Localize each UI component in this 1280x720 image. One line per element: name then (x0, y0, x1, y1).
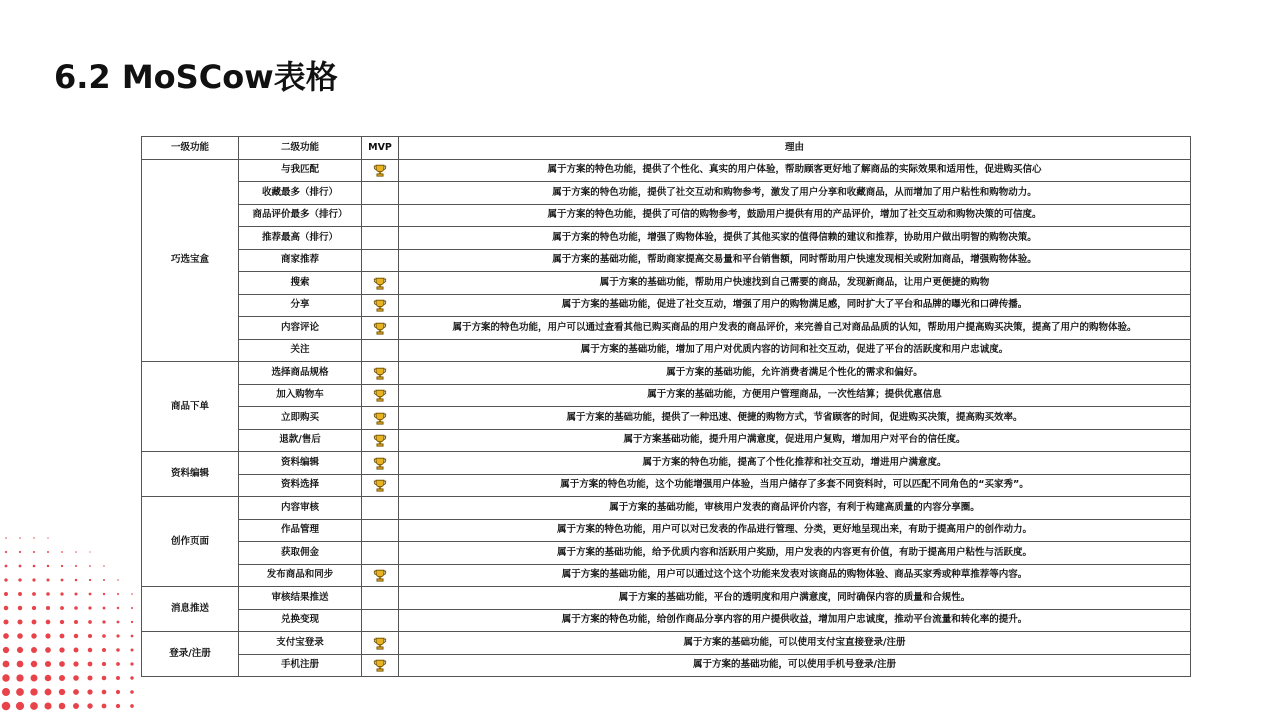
mvp-cell (362, 317, 399, 340)
decorative-dot (61, 551, 63, 553)
decorative-dot (45, 647, 51, 653)
feature-cell: 手机注册 (239, 654, 362, 677)
decorative-dot (47, 551, 49, 553)
reason-cell: 属于方案的基础功能，增加了用户对优质内容的访问和社交互动，促进了平台的活跃度和用户忠诚度。 (399, 339, 1191, 362)
table-row (142, 542, 1191, 565)
table-header-row (142, 137, 1191, 160)
decorative-dot (47, 565, 49, 567)
page-title: 6.2 MoSCow表格 (54, 58, 338, 96)
mvp-cell (362, 519, 399, 542)
decorative-dot (89, 565, 91, 567)
decorative-dot (102, 634, 106, 638)
decorative-dot (103, 593, 105, 595)
decorative-dot (33, 565, 36, 568)
decorative-dot (31, 633, 36, 638)
reason-cell: 属于方案的基础功能，可以使用支付宝直接登录/注册 (399, 632, 1191, 655)
mvp-cell (362, 452, 399, 475)
decorative-dot (131, 607, 133, 609)
feature-cell: 选择商品规格 (239, 362, 362, 385)
decorative-dot (44, 702, 51, 709)
trophy-icon (373, 636, 387, 650)
mvp-cell (362, 384, 399, 407)
mvp-cell (362, 339, 399, 362)
decorative-dot (73, 675, 79, 681)
mvp-cell (362, 564, 399, 587)
decorative-dot (60, 620, 64, 624)
decorative-dot (116, 662, 120, 666)
decorative-dot (102, 620, 105, 623)
table-row (142, 317, 1191, 340)
decorative-dot (59, 703, 66, 710)
table-row (142, 204, 1191, 227)
decorative-dot (73, 703, 79, 709)
decorative-dot (130, 704, 134, 708)
feature-cell: 内容审核 (239, 497, 362, 520)
decorative-dot (73, 689, 79, 695)
mvp-cell (362, 587, 399, 610)
decorative-dot (117, 621, 120, 624)
decorative-dot (30, 702, 38, 710)
decorative-dot (89, 551, 90, 552)
header-reason: 理由 (399, 137, 1191, 160)
reason-cell: 属于方案的特色功能，提供了个性化、真实的用户体验，帮助顾客更好地了解商品的实际效果和适用性，促进购买信心 (399, 159, 1191, 182)
decorative-dot (73, 661, 78, 666)
decorative-dot (45, 661, 51, 667)
decorative-dot (46, 592, 50, 596)
decorative-dot (5, 565, 8, 568)
decorative-dot (59, 661, 65, 667)
decorative-dot (45, 689, 52, 696)
reason-cell: 属于方案的基础功能，用户可以通过这个这个功能来发表对该商品的购物体验、商品买家秀或种草推荐等内容。 (399, 564, 1191, 587)
decorative-dot (32, 606, 36, 610)
decorative-dot (33, 551, 35, 553)
decorative-dot (3, 661, 10, 668)
group-name-cell: 资料编辑 (142, 452, 239, 497)
reason-cell: 属于方案的基础功能，审核用户发表的商品评价内容，有利于构建高质量的内容分享圈。 (399, 497, 1191, 520)
reason-cell: 属于方案的基础功能，促进了社交互动，增强了用户的购物满足感，同时扩大了平台和品牌的曝光和口碑传播。 (399, 294, 1191, 317)
feature-cell: 兑换变现 (239, 609, 362, 632)
decorative-dot (74, 606, 78, 610)
decorative-dot (17, 633, 23, 639)
feature-cell: 与我匹配 (239, 159, 362, 182)
table-row (142, 632, 1191, 655)
reason-cell: 属于方案的基础功能，可以使用手机号登录/注册 (399, 654, 1191, 677)
decorative-dot (31, 661, 37, 667)
decorative-dot (3, 647, 9, 653)
reason-cell: 属于方案的基础功能，给予优质内容和活跃用户奖励，用户发表的内容更有价值，有助于提高用户粘性与活跃度。 (399, 542, 1191, 565)
decorative-dot (117, 579, 119, 581)
reason-cell: 属于方案的特色功能，用户可以对已发表的作品进行管理、分类，更好地呈现出来，有助于提高用户的创作动力。 (399, 519, 1191, 542)
decorative-dot (45, 675, 52, 682)
decorative-dot (31, 647, 37, 653)
decorative-dot (103, 579, 105, 581)
moscow-table (141, 136, 1191, 677)
feature-cell: 退款/售后 (239, 429, 362, 452)
decorative-dot (116, 690, 120, 694)
reason-cell: 属于方案基础功能，提升用户满意度，促进用户复购，增加用户对平台的信任度。 (399, 429, 1191, 452)
table-row (142, 497, 1191, 520)
decorative-dot (88, 634, 92, 638)
feature-cell: 立即购买 (239, 407, 362, 430)
decorative-dot (116, 648, 119, 651)
feature-cell: 分享 (239, 294, 362, 317)
decorative-dot (16, 702, 24, 710)
reason-cell: 属于方案的特色功能，提供了可信的购物参考，鼓励用户提供有用的产品评价，增加了社交互动和购物决策的可信度。 (399, 204, 1191, 227)
decorative-dot (88, 648, 92, 652)
decorative-dot (46, 606, 50, 610)
feature-cell: 发布商品和同步 (239, 564, 362, 587)
table-row (142, 429, 1191, 452)
mvp-cell (362, 227, 399, 250)
decorative-dot (87, 689, 92, 694)
feature-cell: 资料编辑 (239, 452, 362, 475)
decorative-dot (17, 661, 24, 668)
decorative-dot (4, 592, 8, 596)
mvp-cell (362, 497, 399, 520)
table-row (142, 384, 1191, 407)
mvp-cell (362, 362, 399, 385)
decorative-dot (47, 537, 48, 538)
reason-cell: 属于方案的特色功能，这个功能增强用户体验，当用户储存了多套不同资料时，可以匹配不同角色的“买家秀”。 (399, 474, 1191, 497)
feature-cell: 支付宝登录 (239, 632, 362, 655)
reason-cell: 属于方案的特色功能，提供了社交互动和购物参考，激发了用户分享和收藏商品，从而增加了用户粘性和购物动力。 (399, 182, 1191, 205)
decorative-dot (75, 551, 77, 553)
reason-cell: 属于方案的特色功能，提高了个性化推荐和社交互动，增进用户满意度。 (399, 452, 1191, 475)
table-row (142, 362, 1191, 385)
decorative-dot (74, 648, 79, 653)
decorative-dot (3, 633, 9, 639)
decorative-dot (117, 593, 119, 595)
decorative-dot-pattern (0, 460, 150, 720)
decorative-dot (60, 606, 64, 610)
decorative-dot (130, 690, 134, 694)
trophy-icon (373, 456, 387, 470)
table-row (142, 564, 1191, 587)
feature-cell: 商品评价最多（排行） (239, 204, 362, 227)
decorative-dot (32, 578, 35, 581)
decorative-dot (130, 676, 133, 679)
feature-cell: 加入购物车 (239, 384, 362, 407)
decorative-dot (131, 593, 133, 595)
decorative-dot (61, 579, 64, 582)
decorative-dot (19, 551, 21, 553)
group-name-cell: 巧选宝盒 (142, 159, 239, 362)
table-row (142, 159, 1191, 182)
group-name-cell: 商品下单 (142, 362, 239, 452)
group-name-cell: 创作页面 (142, 497, 239, 587)
decorative-dot (2, 688, 10, 696)
feature-cell: 作品管理 (239, 519, 362, 542)
decorative-dot (45, 633, 50, 638)
feature-cell: 内容评论 (239, 317, 362, 340)
feature-cell: 审核结果推送 (239, 587, 362, 610)
mvp-cell (362, 204, 399, 227)
feature-cell: 商家推荐 (239, 249, 362, 272)
decorative-dot (88, 606, 91, 609)
decorative-dot (2, 702, 11, 711)
decorative-dot (87, 703, 92, 708)
decorative-dot (103, 607, 106, 610)
header-mvp: MVP (362, 137, 399, 160)
reason-cell: 属于方案的基础功能，提供了一种迅速、便捷的购物方式，节省顾客的时间，促进购买决策，提高购买效率。 (399, 407, 1191, 430)
decorative-dot (60, 634, 65, 639)
feature-cell: 收藏最多（排行） (239, 182, 362, 205)
trophy-icon (373, 366, 387, 380)
table-row (142, 587, 1191, 610)
trophy-icon (373, 276, 387, 290)
decorative-dot (46, 620, 51, 625)
decorative-dot (131, 635, 134, 638)
mvp-cell (362, 654, 399, 677)
reason-cell: 属于方案的基础功能，帮助商家提高交易量和平台销售额，同时帮助用户快速发现相关或附加商品，增强购物体验。 (399, 249, 1191, 272)
table-row (142, 474, 1191, 497)
trophy-icon (373, 478, 387, 492)
decorative-dot (17, 619, 22, 624)
decorative-dot (102, 662, 106, 666)
trophy-icon (373, 568, 387, 582)
decorative-dot (75, 579, 78, 582)
mvp-cell (362, 429, 399, 452)
decorative-dot (59, 689, 65, 695)
table-row (142, 227, 1191, 250)
reason-cell: 属于方案的基础功能，帮助用户快速找到自己需要的商品，发现新商品，让用户更便捷的购物 (399, 272, 1191, 295)
mvp-cell (362, 609, 399, 632)
decorative-dot (19, 565, 22, 568)
mvp-cell (362, 272, 399, 295)
decorative-dot (31, 675, 38, 682)
decorative-dot (59, 675, 65, 681)
decorative-dot (2, 674, 9, 681)
decorative-dot (60, 592, 63, 595)
decorative-dot (32, 620, 37, 625)
mvp-cell (362, 632, 399, 655)
decorative-dot (74, 634, 78, 638)
decorative-dot (30, 688, 37, 695)
reason-cell: 属于方案的特色功能，用户可以通过查看其他已购买商品的用户发表的商品评价，来完善自己对商品品质的认知，帮助用户提高购买决策，提高了用户的购物体验。 (399, 317, 1191, 340)
feature-cell: 资料选择 (239, 474, 362, 497)
decorative-dot (117, 607, 119, 609)
decorative-dot (102, 648, 106, 652)
decorative-dot (88, 662, 93, 667)
trophy-icon (373, 163, 387, 177)
table-row (142, 294, 1191, 317)
feature-cell: 搜索 (239, 272, 362, 295)
group-name-cell: 消息推送 (142, 587, 239, 632)
table-row (142, 182, 1191, 205)
decorative-dot (131, 649, 134, 652)
reason-cell: 属于方案的基础功能，方便用户管理商品，一次性结算；提供优惠信息 (399, 384, 1191, 407)
trophy-icon (373, 411, 387, 425)
mvp-cell (362, 159, 399, 182)
reason-cell: 属于方案的基础功能，允许消费者满足个性化的需求和偏好。 (399, 362, 1191, 385)
trophy-icon (373, 658, 387, 672)
decorative-dot (18, 578, 21, 581)
decorative-dot (59, 647, 64, 652)
reason-cell: 属于方案的特色功能，给创作商品分享内容的用户提供收益，增加用户忠诚度，推动平台流量和转化率的提升。 (399, 609, 1191, 632)
decorative-dot (17, 647, 23, 653)
decorative-dot (74, 620, 78, 624)
decorative-dot (19, 537, 21, 539)
decorative-dot (103, 565, 104, 566)
trophy-icon (373, 433, 387, 447)
trophy-icon (373, 388, 387, 402)
decorative-dot (4, 578, 7, 581)
decorative-dot (3, 619, 8, 624)
decorative-dot (74, 592, 77, 595)
decorative-dot (4, 606, 9, 611)
decorative-dot (18, 592, 22, 596)
decorative-dot (33, 537, 34, 538)
trophy-icon (373, 298, 387, 312)
feature-cell: 推荐最高（排行） (239, 227, 362, 250)
decorative-dot (102, 704, 107, 709)
decorative-dot (32, 592, 36, 596)
header-level2: 二级功能 (239, 137, 362, 160)
reason-cell: 属于方案的特色功能，增强了购物体验，提供了其他买家的值得信赖的建议和推荐，协助用户做出明智的购物决策。 (399, 227, 1191, 250)
decorative-dot (46, 578, 49, 581)
mvp-cell (362, 542, 399, 565)
decorative-dot (116, 634, 119, 637)
table-row (142, 609, 1191, 632)
decorative-dot (130, 662, 133, 665)
mvp-cell (362, 294, 399, 317)
mvp-cell (362, 407, 399, 430)
decorative-dot (5, 551, 7, 553)
decorative-dot (102, 676, 107, 681)
mvp-cell (362, 249, 399, 272)
mvp-cell (362, 474, 399, 497)
trophy-icon (373, 321, 387, 335)
mvp-cell (362, 182, 399, 205)
decorative-dot (116, 704, 120, 708)
decorative-dot (87, 675, 92, 680)
decorative-dot (16, 688, 24, 696)
decorative-dot (18, 606, 22, 610)
reason-cell: 属于方案的基础功能，平台的透明度和用户满意度，同时确保内容的质量和合规性。 (399, 587, 1191, 610)
header-level1: 一级功能 (142, 137, 239, 160)
table-row (142, 339, 1191, 362)
feature-cell: 获取佣金 (239, 542, 362, 565)
decorative-dot (89, 593, 92, 596)
decorative-dot (5, 537, 7, 539)
table-row (142, 249, 1191, 272)
table-row (142, 272, 1191, 295)
decorative-dot (102, 690, 107, 695)
table-row (142, 519, 1191, 542)
decorative-dot (116, 676, 120, 680)
decorative-dot (88, 620, 92, 624)
decorative-dot (75, 565, 77, 567)
decorative-dot (131, 621, 133, 623)
group-name-cell: 登录/注册 (142, 632, 239, 677)
table-row (142, 407, 1191, 430)
feature-cell: 关注 (239, 339, 362, 362)
decorative-dot (16, 674, 23, 681)
table-row (142, 654, 1191, 677)
table-row (142, 452, 1191, 475)
decorative-dot (61, 565, 63, 567)
decorative-dot (89, 579, 91, 581)
